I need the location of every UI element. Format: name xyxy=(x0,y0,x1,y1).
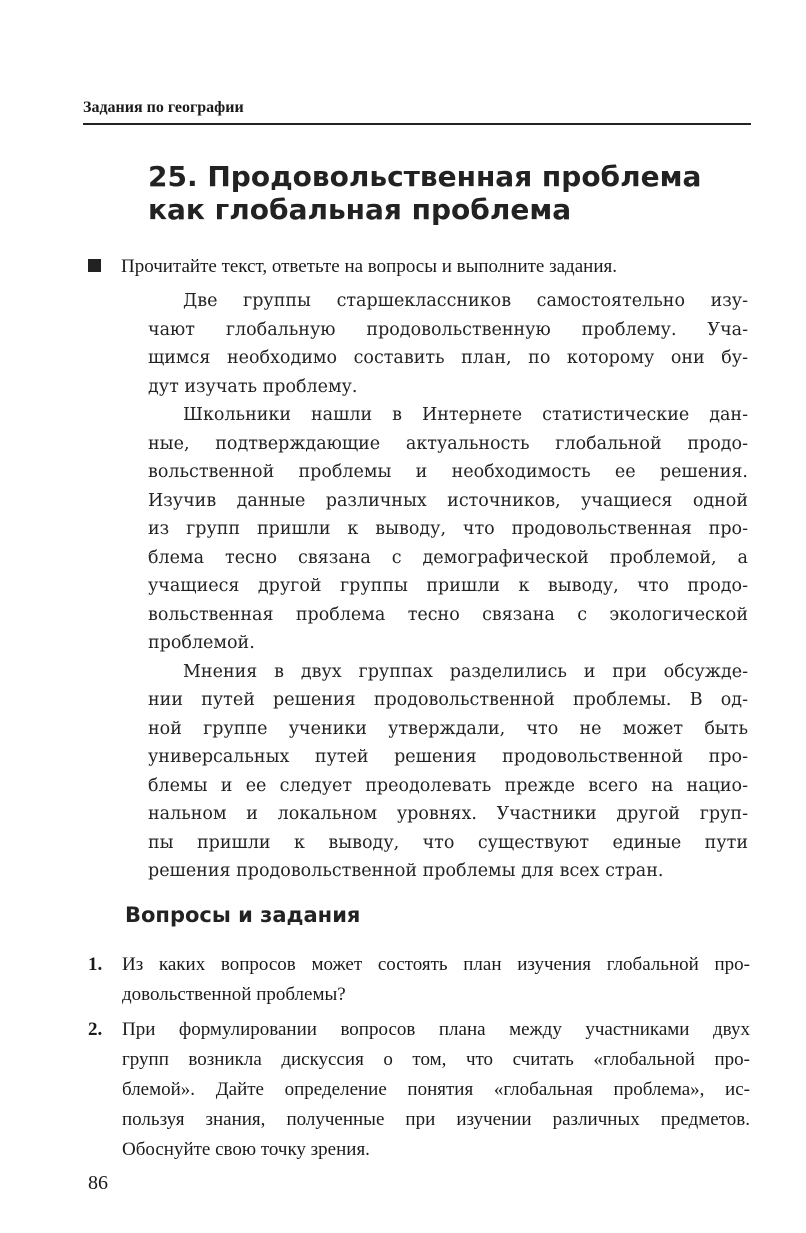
instruction-text: Прочитайте текст, ответьте на вопросы и выполните задания. xyxy=(121,256,617,277)
paragraph-line: проблемой. xyxy=(148,633,255,653)
question-2 xyxy=(88,1015,750,1165)
running-header: Задания по географии xyxy=(83,99,244,116)
reading-text xyxy=(148,287,748,886)
question-line: Обоснуйте свою точку зрения. xyxy=(122,1139,370,1160)
paragraph-line: Школьники нашли в Интернете статистические дан- xyxy=(183,405,748,425)
paragraph-line: вольственная проблема тесно связана с экологической xyxy=(148,604,748,625)
page-number: 86 xyxy=(88,1172,108,1194)
question-number: 2. xyxy=(88,1019,103,1040)
question-1 xyxy=(88,950,750,1010)
paragraph-line: щимся необходимо составить план, по которому они бу- xyxy=(148,348,748,368)
question-line: групп возникла дискуссия о том, что считать «глобальной про- xyxy=(122,1049,750,1070)
paragraph-line: пы пришли к выводу, что существуют единые пути xyxy=(148,832,748,853)
title-line: 25. Продовольственная проблема xyxy=(148,160,702,193)
questions-heading: Вопросы и задания xyxy=(125,903,361,927)
question-line: блемой». Дайте определение понятия «глобальная проблема», ис- xyxy=(122,1079,750,1100)
paragraph-line: ной группе ученики утверждали, что не может быть xyxy=(148,718,748,739)
title-line: как глобальная проблема xyxy=(148,193,572,226)
paragraph-line: блема тесно связана с демографической проблемой, а xyxy=(148,547,748,568)
paragraph-line: решения продовольственной проблемы для всех стран. xyxy=(148,861,664,881)
paragraph-line: Две группы старшеклассников самостоятельно изу- xyxy=(183,291,748,311)
question-line: Из каких вопросов может состоять план изучения глобальной про- xyxy=(122,954,750,975)
paragraph-line: нии путей решения продовольственной проблемы. В од- xyxy=(148,690,748,710)
question-number: 1. xyxy=(88,954,103,975)
paragraph-line: вольственной проблемы и необходимость ее решения. xyxy=(148,462,748,482)
paragraph-line: из групп пришли к выводу, что продовольственная про- xyxy=(148,519,748,539)
paragraph-line: чают глобальную продовольственную проблему. Уча- xyxy=(148,319,748,340)
paragraph-line: Изучив данные различных источников, учащиеся одной xyxy=(148,490,748,511)
question-line: пользуя знания, полученные при изучении различных предметов. xyxy=(122,1109,750,1130)
paragraph-line: универсальных путей решения продовольственной про- xyxy=(148,747,748,767)
paragraph-line: нальном и локальном уровнях. Участники другой груп- xyxy=(148,804,748,824)
square-bullet-icon xyxy=(88,259,101,272)
question-line: довольственной проблемы? xyxy=(122,984,346,1005)
paragraph-line: учащиеся другой группы пришли к выводу, что продо- xyxy=(148,576,748,596)
paragraph-line: блемы и ее следует преодолевать прежде всего на нацио- xyxy=(148,775,748,796)
page-title xyxy=(148,160,701,226)
paragraph-line: дут изучать проблему. xyxy=(148,376,358,397)
header-rule xyxy=(83,123,751,125)
question-line: При формулировании вопросов плана между участниками двух xyxy=(122,1019,750,1040)
paragraph-line: ные, подтверждающие актуальность глобальной продо- xyxy=(148,433,748,454)
paragraph-line: Мнения в двух группах разделились и при обсужде- xyxy=(183,661,748,682)
instruction xyxy=(88,256,617,278)
